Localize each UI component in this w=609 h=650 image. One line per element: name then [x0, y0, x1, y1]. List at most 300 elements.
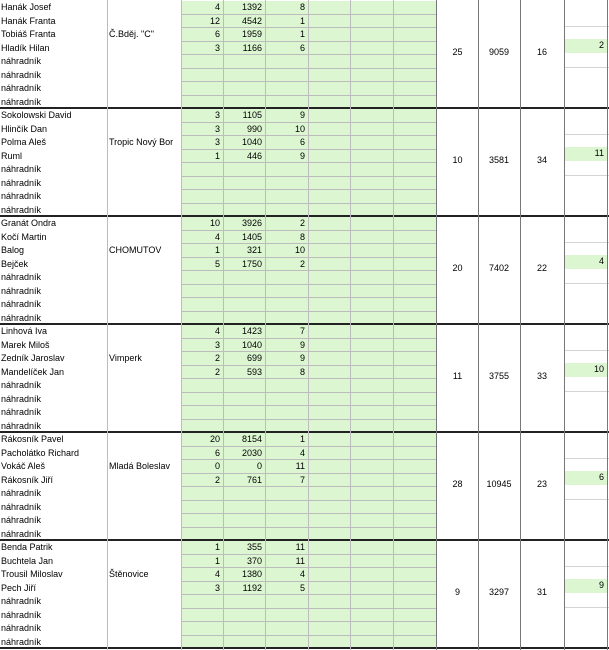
empty-cell[interactable] — [309, 595, 350, 609]
points-cell[interactable] — [224, 190, 265, 204]
place-cell[interactable]: 8 — [266, 231, 308, 245]
empty-cell[interactable] — [309, 177, 350, 191]
team-rank-cell[interactable]: 2 — [565, 39, 607, 53]
empty-cell[interactable] — [351, 379, 393, 393]
points-cell[interactable]: 699 — [224, 352, 265, 366]
points-cell[interactable]: 355 — [224, 541, 265, 555]
club-cell[interactable] — [108, 55, 181, 69]
place-cell[interactable]: 5 — [266, 582, 308, 596]
empty-cell[interactable] — [309, 1, 350, 15]
player-name-cell[interactable]: Mandelíček Jan — [1, 366, 65, 377]
player-name-cell[interactable]: Bejček — [1, 258, 29, 269]
points-cell[interactable]: 1392 — [224, 1, 265, 15]
empty-cell[interactable] — [351, 163, 393, 177]
empty-cell[interactable] — [309, 244, 350, 258]
empty-cell[interactable] — [394, 325, 436, 339]
empty-cell[interactable] — [394, 339, 436, 353]
player-name-cell[interactable]: náhradník — [1, 96, 42, 107]
empty-cell[interactable] — [394, 109, 436, 123]
empty-cell[interactable] — [394, 622, 436, 636]
empty-cell[interactable] — [309, 541, 350, 555]
empty-cell[interactable] — [351, 271, 393, 285]
empty-cell[interactable] — [309, 352, 350, 366]
player-name-cell[interactable]: Balog — [1, 245, 25, 255]
empty-cell[interactable] — [351, 285, 393, 299]
empty-cell[interactable] — [309, 447, 350, 461]
place-cell[interactable]: 11 — [266, 460, 308, 474]
score-cell[interactable]: 5 — [182, 258, 223, 272]
score-cell[interactable]: 1 — [182, 244, 223, 258]
club-cell[interactable] — [108, 325, 181, 339]
place-cell[interactable] — [266, 609, 308, 623]
place-cell[interactable] — [266, 393, 308, 407]
score-cell[interactable] — [182, 298, 223, 312]
points-cell[interactable] — [224, 609, 265, 623]
empty-cell[interactable] — [351, 325, 393, 339]
player-name-cell[interactable]: náhradník — [1, 164, 42, 174]
empty-cell[interactable] — [351, 406, 393, 420]
empty-cell[interactable] — [351, 582, 393, 596]
empty-cell[interactable] — [394, 150, 436, 164]
player-name-cell[interactable]: Benda Patrik — [1, 542, 53, 552]
place-cell[interactable] — [266, 82, 308, 96]
team-total-points[interactable]: 3755 — [488, 371, 510, 381]
place-cell[interactable]: 6 — [266, 42, 308, 56]
club-cell[interactable] — [108, 393, 181, 407]
player-name-cell[interactable]: náhradník — [1, 420, 42, 431]
score-cell[interactable]: 1 — [182, 555, 223, 569]
team-total-place[interactable]: 16 — [536, 47, 547, 57]
club-cell[interactable]: Vimperk — [109, 353, 142, 363]
empty-cell[interactable] — [394, 69, 436, 83]
points-cell[interactable]: 1750 — [224, 258, 265, 272]
team-rank-cell[interactable]: 10 — [565, 363, 607, 377]
points-cell[interactable]: 1959 — [224, 28, 265, 42]
place-cell[interactable]: 1 — [266, 433, 308, 447]
place-cell[interactable]: 11 — [266, 541, 308, 555]
points-cell[interactable] — [224, 393, 265, 407]
club-cell[interactable] — [108, 582, 181, 596]
player-name-cell[interactable]: Trousil Miloslav — [1, 569, 63, 579]
score-cell[interactable]: 1 — [182, 541, 223, 555]
player-name-cell[interactable]: náhradník — [1, 515, 42, 525]
points-cell[interactable] — [224, 177, 265, 191]
empty-cell[interactable] — [394, 609, 436, 623]
empty-cell[interactable] — [394, 433, 436, 447]
points-cell[interactable] — [224, 163, 265, 177]
points-cell[interactable] — [224, 271, 265, 285]
place-cell[interactable]: 11 — [266, 555, 308, 569]
points-cell[interactable] — [224, 285, 265, 299]
empty-cell[interactable] — [309, 15, 350, 29]
place-cell[interactable] — [266, 285, 308, 299]
place-cell[interactable] — [266, 622, 308, 636]
club-cell[interactable] — [108, 555, 181, 569]
empty-cell[interactable] — [394, 123, 436, 137]
player-name-cell[interactable]: Hanák Josef — [1, 2, 52, 12]
score-cell[interactable] — [182, 406, 223, 420]
place-cell[interactable]: 8 — [266, 1, 308, 15]
empty-cell[interactable] — [394, 501, 436, 515]
points-cell[interactable]: 4542 — [224, 15, 265, 29]
team-total-points[interactable]: 7402 — [488, 263, 510, 273]
points-cell[interactable]: 1105 — [224, 109, 265, 123]
club-cell[interactable] — [108, 163, 181, 177]
place-cell[interactable]: 1 — [266, 15, 308, 29]
points-cell[interactable]: 990 — [224, 123, 265, 137]
empty-cell[interactable] — [394, 366, 436, 380]
club-cell[interactable] — [108, 258, 181, 272]
player-name-cell[interactable]: náhradník — [1, 272, 42, 282]
place-cell[interactable] — [266, 177, 308, 191]
empty-cell[interactable] — [394, 231, 436, 245]
empty-cell[interactable] — [351, 258, 393, 272]
empty-cell[interactable] — [394, 298, 436, 312]
place-cell[interactable] — [266, 190, 308, 204]
empty-cell[interactable] — [351, 447, 393, 461]
empty-cell[interactable] — [351, 55, 393, 69]
empty-cell[interactable] — [351, 352, 393, 366]
score-cell[interactable] — [182, 622, 223, 636]
empty-cell[interactable] — [309, 555, 350, 569]
player-name-cell[interactable]: náhradník — [1, 56, 42, 66]
score-cell[interactable]: 10 — [182, 217, 223, 231]
empty-cell[interactable] — [351, 123, 393, 137]
empty-cell[interactable] — [351, 555, 393, 569]
score-cell[interactable]: 20 — [182, 433, 223, 447]
empty-cell[interactable] — [351, 1, 393, 15]
empty-cell[interactable] — [309, 474, 350, 488]
club-cell[interactable] — [108, 595, 181, 609]
club-cell[interactable] — [108, 271, 181, 285]
empty-cell[interactable] — [394, 190, 436, 204]
place-cell[interactable] — [266, 487, 308, 501]
points-cell[interactable] — [224, 622, 265, 636]
score-cell[interactable]: 6 — [182, 28, 223, 42]
team-total-score[interactable]: 28 — [452, 479, 463, 489]
club-cell[interactable] — [108, 609, 181, 623]
empty-cell[interactable] — [351, 69, 393, 83]
player-name-cell[interactable]: Rákosník Jiří — [1, 474, 54, 485]
empty-cell[interactable] — [309, 123, 350, 137]
place-cell[interactable] — [266, 501, 308, 515]
empty-cell[interactable] — [394, 15, 436, 29]
empty-cell[interactable] — [309, 271, 350, 285]
empty-cell[interactable] — [309, 217, 350, 231]
score-cell[interactable]: 3 — [182, 109, 223, 123]
team-rank-cell[interactable]: 4 — [565, 255, 607, 269]
empty-cell[interactable] — [394, 541, 436, 555]
player-name-cell[interactable]: Buchtela Jan — [1, 555, 54, 566]
score-cell[interactable]: 3 — [182, 123, 223, 137]
score-cell[interactable]: 2 — [182, 474, 223, 488]
team-total-score[interactable]: 11 — [452, 371, 463, 381]
empty-cell[interactable] — [351, 433, 393, 447]
empty-cell[interactable] — [309, 298, 350, 312]
empty-cell[interactable] — [309, 609, 350, 623]
points-cell[interactable]: 8154 — [224, 433, 265, 447]
empty-cell[interactable] — [394, 555, 436, 569]
team-total-points[interactable]: 3297 — [488, 587, 510, 597]
points-cell[interactable] — [224, 55, 265, 69]
points-cell[interactable]: 0 — [224, 460, 265, 474]
points-cell[interactable]: 2030 — [224, 447, 265, 461]
empty-cell[interactable] — [394, 460, 436, 474]
empty-cell[interactable] — [351, 28, 393, 42]
empty-cell[interactable] — [394, 82, 436, 96]
club-cell[interactable] — [108, 447, 181, 461]
club-cell[interactable] — [108, 285, 181, 299]
score-cell[interactable] — [182, 82, 223, 96]
club-cell[interactable] — [108, 190, 181, 204]
points-cell[interactable] — [224, 595, 265, 609]
empty-cell[interactable] — [309, 393, 350, 407]
empty-cell[interactable] — [351, 339, 393, 353]
points-cell[interactable]: 593 — [224, 366, 265, 380]
empty-cell[interactable] — [351, 541, 393, 555]
player-name-cell[interactable]: Zedník Jaroslav — [1, 353, 65, 363]
points-cell[interactable] — [224, 487, 265, 501]
place-cell[interactable] — [266, 595, 308, 609]
points-cell[interactable]: 1405 — [224, 231, 265, 245]
team-total-score[interactable]: 9 — [454, 587, 460, 597]
empty-cell[interactable] — [351, 487, 393, 501]
empty-cell[interactable] — [309, 136, 350, 150]
club-cell[interactable]: Tropic Nový Bor — [109, 137, 174, 147]
player-name-cell[interactable]: náhradník — [1, 380, 42, 390]
club-cell[interactable] — [108, 69, 181, 83]
place-cell[interactable]: 10 — [266, 244, 308, 258]
score-cell[interactable]: 4 — [182, 325, 223, 339]
player-name-cell[interactable]: náhradník — [1, 488, 42, 498]
score-cell[interactable] — [182, 393, 223, 407]
club-cell[interactable] — [108, 231, 181, 245]
score-cell[interactable]: 3 — [182, 582, 223, 596]
empty-cell[interactable] — [394, 379, 436, 393]
place-cell[interactable] — [266, 163, 308, 177]
club-cell[interactable] — [108, 150, 181, 164]
score-cell[interactable] — [182, 514, 223, 528]
empty-cell[interactable] — [309, 42, 350, 56]
place-cell[interactable]: 4 — [266, 568, 308, 582]
player-name-cell[interactable]: náhradník — [1, 191, 42, 201]
empty-cell[interactable] — [394, 28, 436, 42]
club-cell[interactable] — [108, 15, 181, 29]
score-cell[interactable] — [182, 177, 223, 191]
place-cell[interactable] — [266, 298, 308, 312]
team-rank-cell[interactable]: 11 — [565, 147, 607, 161]
score-cell[interactable] — [182, 501, 223, 515]
score-cell[interactable]: 6 — [182, 447, 223, 461]
empty-cell[interactable] — [394, 582, 436, 596]
place-cell[interactable]: 4 — [266, 447, 308, 461]
player-name-cell[interactable]: Pacholátko Richard — [1, 447, 80, 458]
empty-cell[interactable] — [351, 217, 393, 231]
team-total-points[interactable]: 3581 — [488, 155, 510, 165]
empty-cell[interactable] — [351, 514, 393, 528]
club-cell[interactable] — [108, 298, 181, 312]
empty-cell[interactable] — [309, 285, 350, 299]
empty-cell[interactable] — [351, 460, 393, 474]
team-total-place[interactable]: 22 — [536, 263, 547, 273]
points-cell[interactable]: 370 — [224, 555, 265, 569]
empty-cell[interactable] — [394, 447, 436, 461]
club-cell[interactable] — [108, 406, 181, 420]
club-cell[interactable] — [108, 501, 181, 515]
score-cell[interactable]: 1 — [182, 150, 223, 164]
score-cell[interactable] — [182, 487, 223, 501]
empty-cell[interactable] — [351, 15, 393, 29]
empty-cell[interactable] — [394, 136, 436, 150]
player-name-cell[interactable]: náhradník — [1, 596, 42, 606]
empty-cell[interactable] — [394, 271, 436, 285]
club-cell[interactable]: Mladá Boleslav — [109, 461, 171, 471]
place-cell[interactable]: 9 — [266, 352, 308, 366]
place-cell[interactable]: 9 — [266, 109, 308, 123]
player-name-cell[interactable]: náhradník — [1, 393, 42, 404]
empty-cell[interactable] — [309, 406, 350, 420]
player-name-cell[interactable]: Kočí Martin — [1, 231, 47, 242]
points-cell[interactable] — [224, 298, 265, 312]
empty-cell[interactable] — [351, 568, 393, 582]
empty-cell[interactable] — [309, 231, 350, 245]
points-cell[interactable]: 3926 — [224, 217, 265, 231]
player-name-cell[interactable]: Hanák Franta — [1, 15, 56, 26]
player-name-cell[interactable]: náhradník — [1, 177, 42, 188]
points-cell[interactable] — [224, 82, 265, 96]
team-total-place[interactable]: 33 — [536, 371, 547, 381]
score-cell[interactable] — [182, 69, 223, 83]
score-cell[interactable] — [182, 285, 223, 299]
team-total-score[interactable]: 20 — [452, 263, 463, 273]
player-name-cell[interactable]: Pech Jiří — [1, 582, 37, 593]
empty-cell[interactable] — [394, 393, 436, 407]
empty-cell[interactable] — [351, 244, 393, 258]
points-cell[interactable]: 1166 — [224, 42, 265, 56]
empty-cell[interactable] — [309, 28, 350, 42]
empty-cell[interactable] — [309, 622, 350, 636]
player-name-cell[interactable]: Rákosník Pavel — [1, 434, 64, 444]
score-cell[interactable]: 3 — [182, 136, 223, 150]
empty-cell[interactable] — [309, 82, 350, 96]
empty-cell[interactable] — [309, 487, 350, 501]
player-name-cell[interactable]: náhradník — [1, 407, 42, 417]
points-cell[interactable] — [224, 514, 265, 528]
place-cell[interactable] — [266, 379, 308, 393]
empty-cell[interactable] — [309, 460, 350, 474]
empty-cell[interactable] — [394, 42, 436, 56]
player-name-cell[interactable]: náhradník — [1, 609, 42, 620]
team-rank-cell[interactable]: 6 — [565, 471, 607, 485]
empty-cell[interactable] — [309, 69, 350, 83]
player-name-cell[interactable]: Sokolowski David — [1, 110, 72, 120]
empty-cell[interactable] — [351, 501, 393, 515]
club-cell[interactable] — [108, 42, 181, 56]
place-cell[interactable] — [266, 55, 308, 69]
empty-cell[interactable] — [309, 366, 350, 380]
points-cell[interactable]: 1380 — [224, 568, 265, 582]
score-cell[interactable] — [182, 190, 223, 204]
player-name-cell[interactable]: Vokáč Aleš — [1, 461, 46, 471]
player-name-cell[interactable]: Granát Ondra — [1, 218, 57, 228]
club-cell[interactable] — [108, 622, 181, 636]
empty-cell[interactable] — [351, 231, 393, 245]
empty-cell[interactable] — [309, 379, 350, 393]
club-cell[interactable]: Č.Bděj. "C" — [109, 29, 154, 39]
empty-cell[interactable] — [309, 582, 350, 596]
empty-cell[interactable] — [394, 258, 436, 272]
empty-cell[interactable] — [351, 609, 393, 623]
empty-cell[interactable] — [309, 501, 350, 515]
score-cell[interactable]: 0 — [182, 460, 223, 474]
place-cell[interactable] — [266, 514, 308, 528]
player-name-cell[interactable]: Tobiáš Franta — [1, 29, 56, 39]
player-name-cell[interactable]: Ruml — [1, 150, 23, 161]
empty-cell[interactable] — [309, 339, 350, 353]
place-cell[interactable]: 1 — [266, 28, 308, 42]
empty-cell[interactable] — [394, 163, 436, 177]
points-cell[interactable]: 1040 — [224, 339, 265, 353]
empty-cell[interactable] — [351, 595, 393, 609]
place-cell[interactable]: 2 — [266, 217, 308, 231]
club-cell[interactable] — [108, 1, 181, 15]
empty-cell[interactable] — [309, 325, 350, 339]
empty-cell[interactable] — [309, 514, 350, 528]
place-cell[interactable] — [266, 271, 308, 285]
player-name-cell[interactable]: náhradník — [1, 299, 42, 309]
empty-cell[interactable] — [351, 622, 393, 636]
points-cell[interactable]: 321 — [224, 244, 265, 258]
score-cell[interactable] — [182, 271, 223, 285]
place-cell[interactable] — [266, 406, 308, 420]
place-cell[interactable]: 2 — [266, 258, 308, 272]
empty-cell[interactable] — [394, 352, 436, 366]
place-cell[interactable] — [266, 69, 308, 83]
place-cell[interactable]: 6 — [266, 136, 308, 150]
points-cell[interactable]: 1423 — [224, 325, 265, 339]
empty-cell[interactable] — [309, 55, 350, 69]
score-cell[interactable]: 2 — [182, 366, 223, 380]
empty-cell[interactable] — [394, 55, 436, 69]
place-cell[interactable]: 9 — [266, 339, 308, 353]
empty-cell[interactable] — [351, 177, 393, 191]
empty-cell[interactable] — [351, 190, 393, 204]
score-cell[interactable]: 3 — [182, 42, 223, 56]
score-cell[interactable]: 12 — [182, 15, 223, 29]
player-name-cell[interactable]: náhradník — [1, 623, 42, 633]
player-name-cell[interactable]: náhradník — [1, 83, 42, 93]
empty-cell[interactable] — [309, 150, 350, 164]
empty-cell[interactable] — [309, 163, 350, 177]
score-cell[interactable] — [182, 379, 223, 393]
player-name-cell[interactable]: náhradník — [1, 69, 42, 80]
team-total-points[interactable]: 10945 — [486, 479, 512, 489]
score-cell[interactable] — [182, 163, 223, 177]
empty-cell[interactable] — [394, 514, 436, 528]
points-cell[interactable] — [224, 379, 265, 393]
team-total-score[interactable]: 25 — [452, 47, 463, 57]
team-total-place[interactable]: 23 — [536, 479, 547, 489]
club-cell[interactable] — [108, 487, 181, 501]
place-cell[interactable]: 8 — [266, 366, 308, 380]
player-name-cell[interactable]: náhradník — [1, 528, 42, 539]
points-cell[interactable]: 1040 — [224, 136, 265, 150]
score-cell[interactable]: 4 — [182, 568, 223, 582]
points-cell[interactable] — [224, 69, 265, 83]
empty-cell[interactable] — [394, 568, 436, 582]
team-total-points[interactable]: 9059 — [488, 47, 510, 57]
place-cell[interactable]: 7 — [266, 325, 308, 339]
